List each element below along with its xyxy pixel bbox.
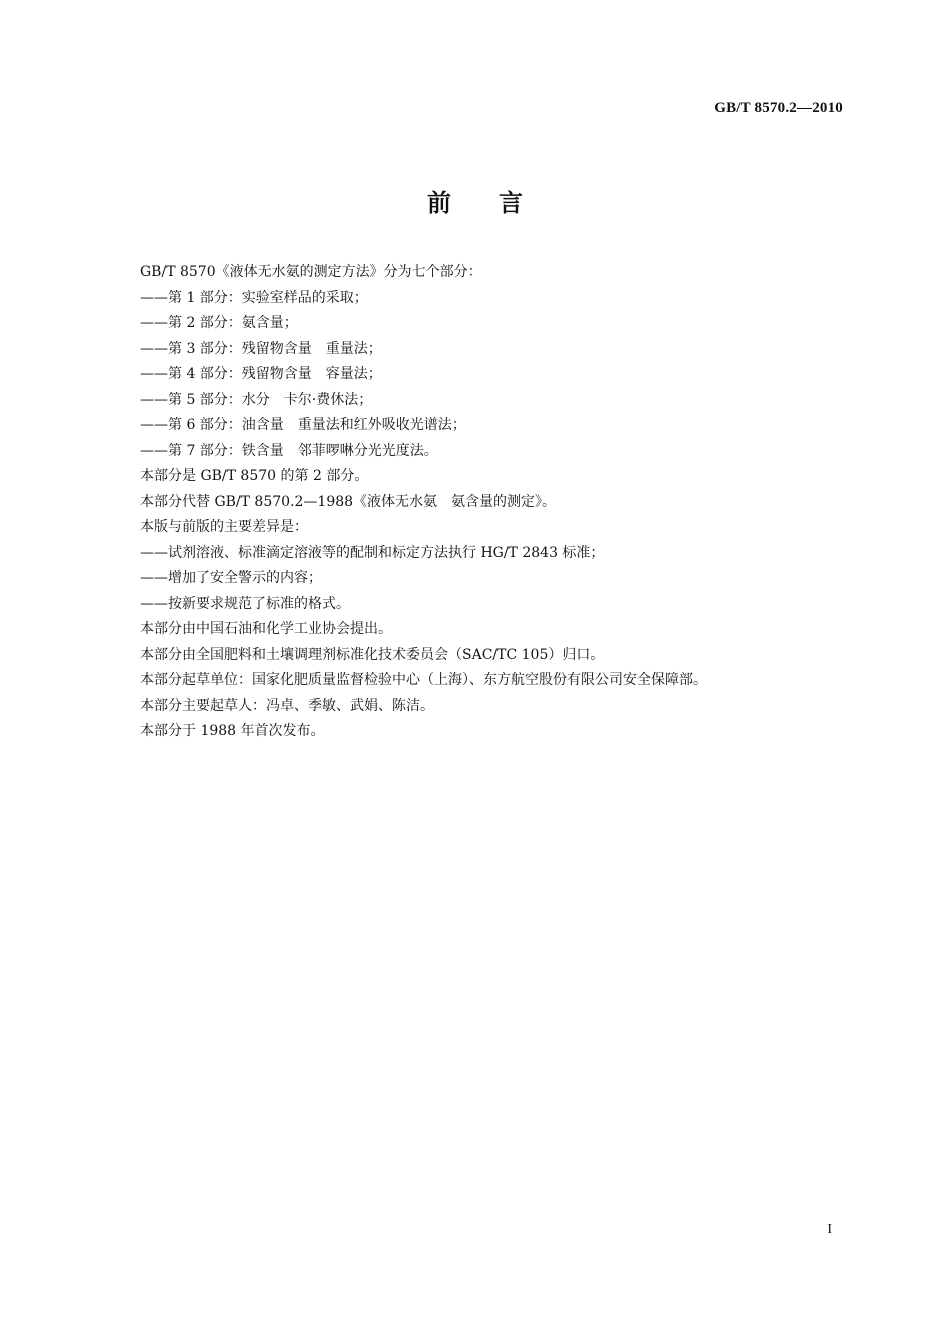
foreword-line: 本版与前版的主要差异是：: [140, 519, 308, 535]
foreword-line: ——第 2 部分：氨含量；: [140, 315, 298, 331]
page-number: I: [827, 1222, 832, 1237]
foreword-line: ——按新要求规范了标准的格式。: [140, 595, 350, 612]
foreword-line: ——试剂溶液、标准滴定溶液等的配制和标定方法执行 HG/T 2843 标准；: [140, 544, 605, 561]
foreword-line: 本部分主要起草人：冯卓、季敏、武娟、陈洁。: [140, 697, 434, 714]
foreword-line: ——第 4 部分：残留物含量 容量法；: [140, 366, 382, 382]
foreword-line: 本部分是 GB/T 8570 的第 2 部分。: [140, 468, 369, 484]
foreword-line: ——第 6 部分：油含量 重量法和红外吸收光谱法；: [140, 417, 466, 433]
foreword-line: ——第 5 部分：水分 卡尔·费休法；: [140, 391, 373, 408]
page-title: 前言: [427, 189, 571, 217]
foreword-body: [140, 260, 840, 745]
foreword-line: 本部分由全国肥料和土壤调理剂标准化技术委员会（SAC/TC 105）归口。: [140, 646, 605, 663]
foreword-line: 本部分由中国石油和化学工业协会提出。: [140, 621, 392, 637]
foreword-line: 本部分起草单位：国家化肥质量监督检验中心（上海）、东方航空股份有限公司安全保障部。: [140, 672, 707, 688]
foreword-line: ——第 3 部分：残留物含量 重量法；: [140, 340, 382, 357]
foreword-line: 本部分于 1988 年首次发布。: [140, 723, 325, 739]
foreword-line: 本部分代替 GB/T 8570.2—1988《液体无水氨 氨含量的测定》。: [140, 493, 557, 510]
foreword-line: ——增加了安全警示的内容；: [140, 570, 322, 586]
foreword-line: ——第 7 部分：铁含量 邻菲啰啉分光光度法。: [140, 442, 438, 459]
foreword-line: GB/T 8570《液体无水氨的测定方法》分为七个部分：: [140, 264, 482, 280]
standard-code: GB/T 8570.2—2010: [714, 100, 843, 116]
foreword-line: ——第 1 部分：实验室样品的采取；: [140, 289, 368, 306]
